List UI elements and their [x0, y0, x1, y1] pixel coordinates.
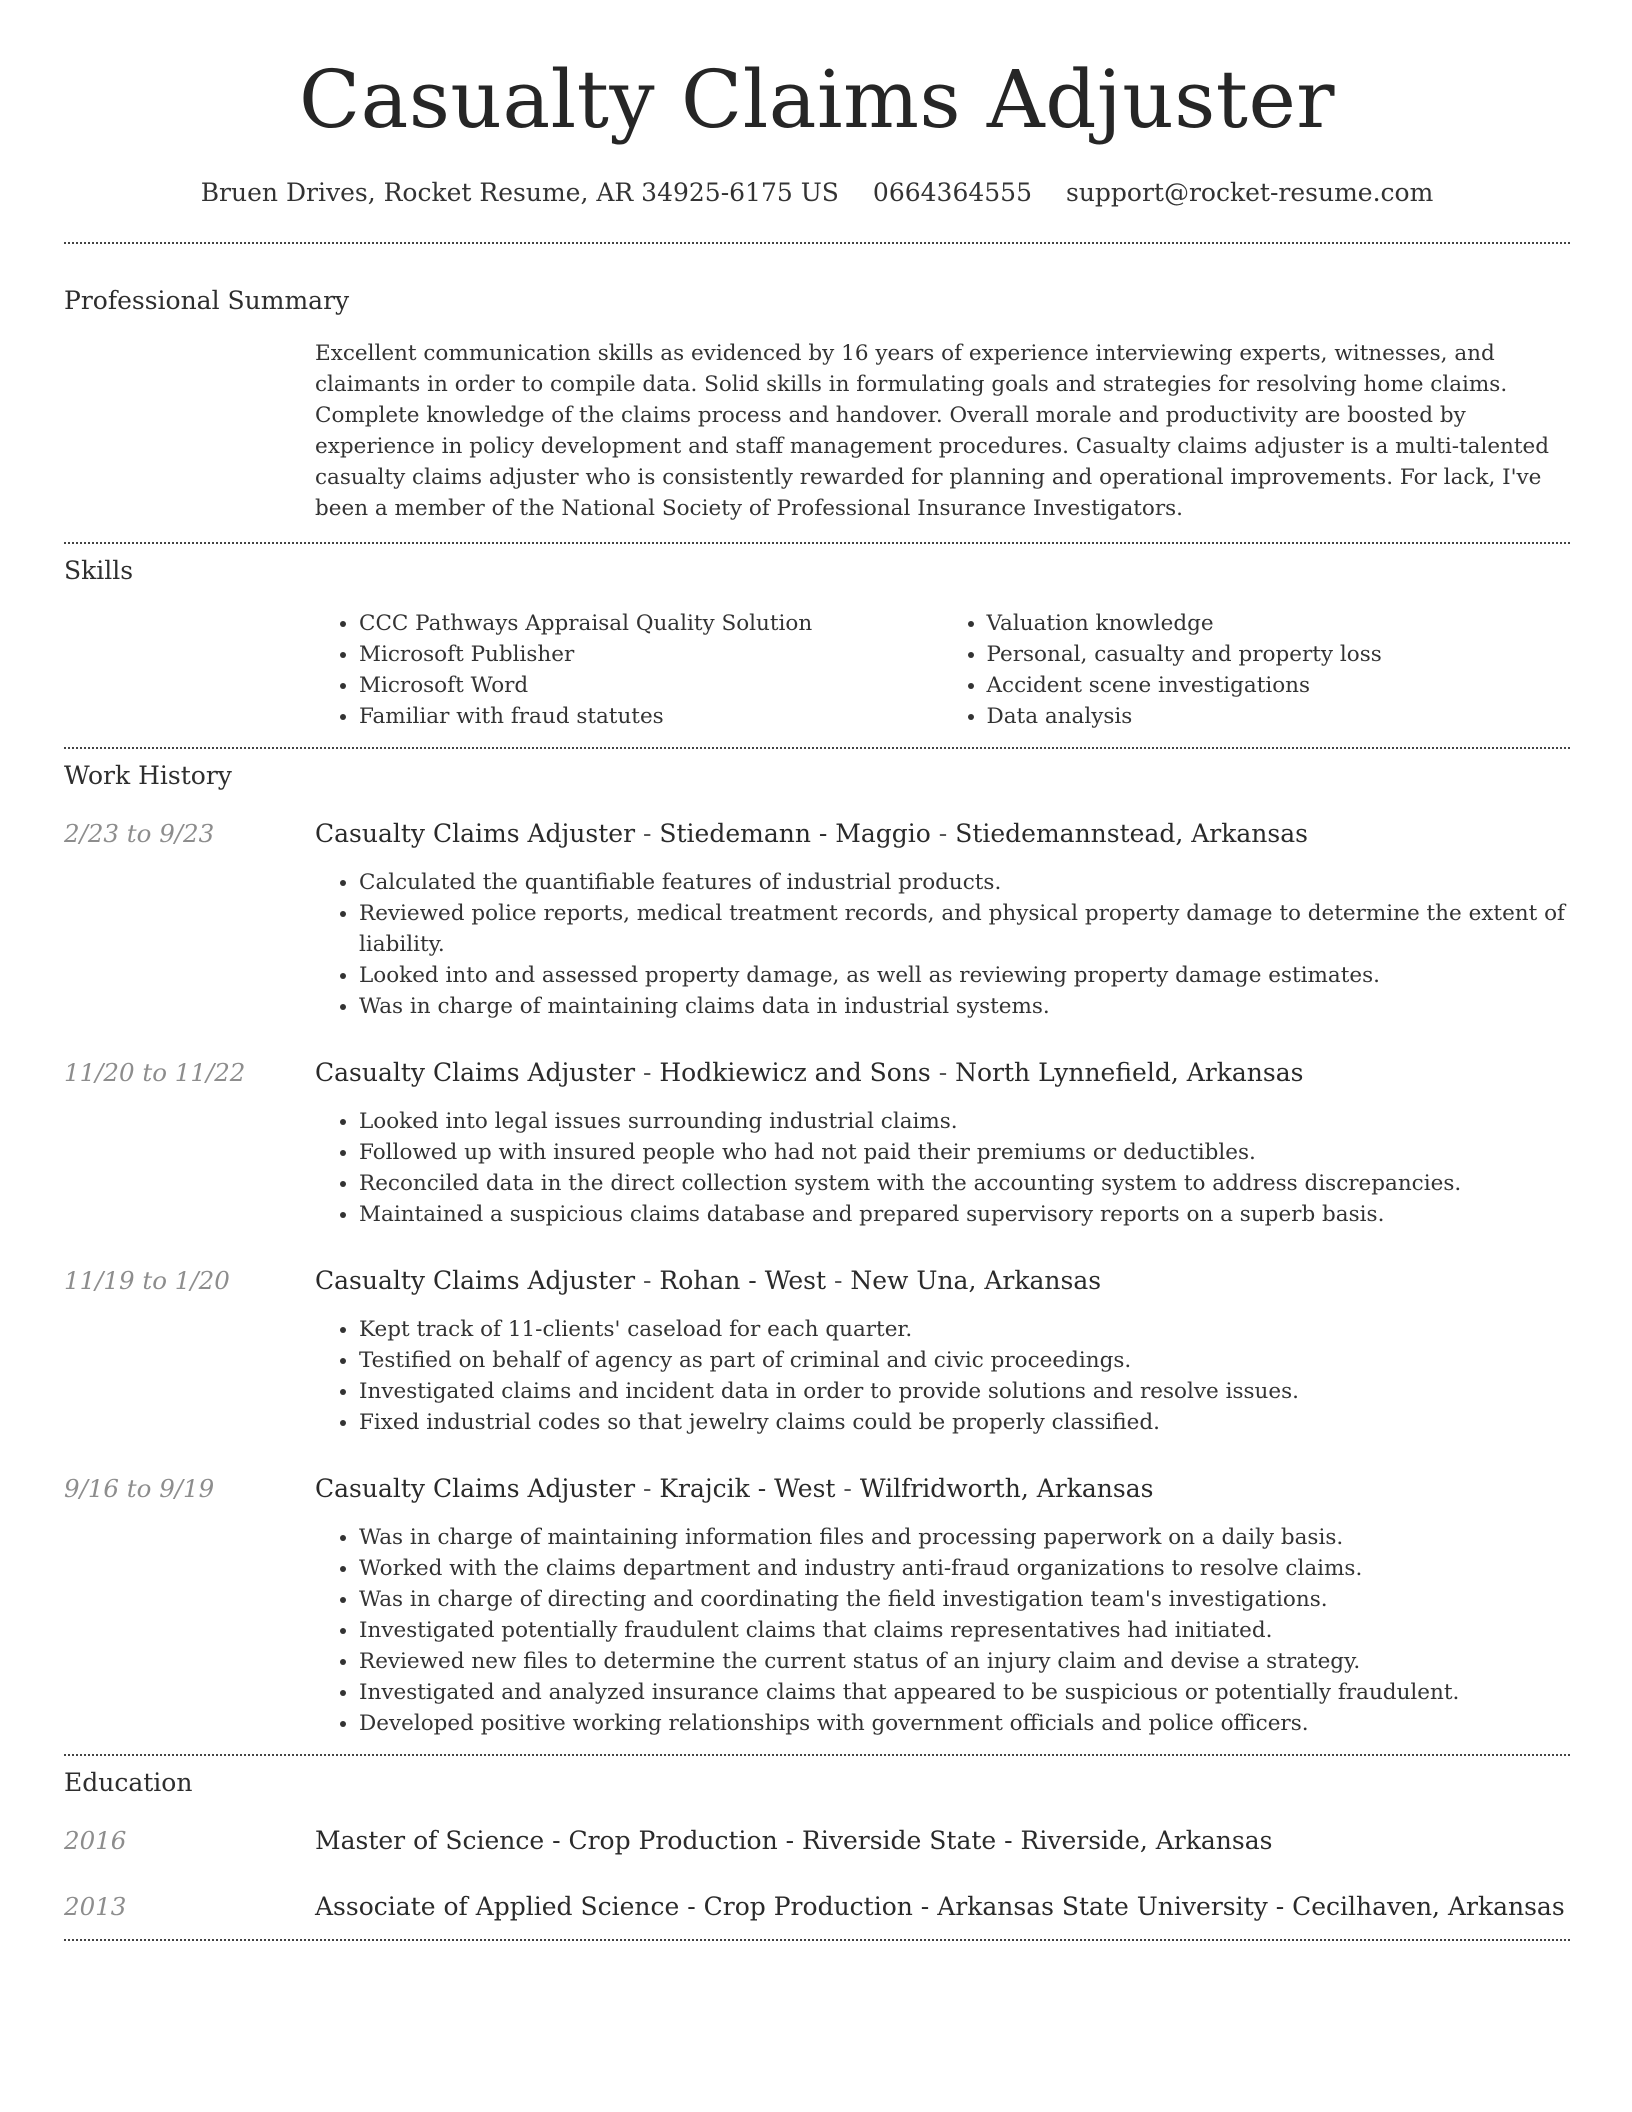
skills-list: [315, 608, 1570, 732]
section-divider: [64, 747, 1570, 749]
job-header: [64, 1058, 1570, 1088]
job-dates: 11/19 to 1/20: [64, 1266, 230, 1295]
summary-text: Excellent communication skills as evidenced by 16 years of experience interviewing experts, witnesses, and claimants in order to compile data. Solid skills in formulating goals and strategies for resolving home claims. Complete knowledge of the claims process and handover. Overall morale and productivity are boosted by experience in policy development and staff management procedures. Casualty claims adjuster is a multi-talented casualty claims adjuster who is consistently rewarded for planning and operational improvements. For lack, I've been a member of the National Society of Professional Insurance Investigators.: [315, 341, 1550, 521]
job-dates: 11/20 to 11/22: [64, 1058, 246, 1087]
job-title: Casualty Claims Adjuster - Stiedemann - Maggio - Stiedemannstead, Arkansas: [315, 819, 1308, 848]
skills-column-left: [315, 608, 943, 732]
contact-email: support@rocket-resume.com: [1065, 178, 1434, 207]
job-location: Wilfridworth, Arkansas: [859, 1474, 1154, 1503]
summary-heading: Professional Summary: [64, 286, 350, 315]
skills-heading: Skills: [64, 556, 134, 585]
skill-item: • CCC Pathways Appraisal Quality Solution: [359, 608, 943, 639]
job-company: Rohan - West: [659, 1266, 827, 1295]
job-dates: 9/16 to 9/19: [64, 1474, 215, 1503]
job-bullet: • Was in charge of directing and coordinating the field investigation team's investigations.: [359, 1584, 1570, 1615]
job-company: Krajcik - West: [659, 1474, 836, 1503]
contact-line: [64, 178, 1570, 208]
job-bullet: • Worked with the claims department and industry anti-fraud organizations to resolve claims.: [359, 1553, 1570, 1584]
resume-title: Casualty Claims Adjuster: [298, 53, 1336, 146]
job-bullet: • Reviewed police reports, medical treatment records, and physical property damage to determine the extent of liability.: [359, 898, 1570, 960]
education-year: 2016: [64, 1826, 127, 1855]
job-title: Casualty Claims Adjuster - Hodkiewicz and Sons - North Lynnefield, Arkansas: [315, 1058, 1304, 1087]
job-bullet: • Reviewed new files to determine the current status of an injury claim and devise a strategy.: [359, 1646, 1570, 1677]
job-bullet: • Looked into legal issues surrounding industrial claims.: [359, 1106, 1570, 1137]
section-divider: [64, 542, 1570, 544]
job-bullet: • Was in charge of maintaining claims data in industrial systems.: [359, 991, 1570, 1022]
skill-item: • Accident scene investigations: [987, 670, 1571, 701]
job-bullet: • Maintained a suspicious claims database and prepared supervisory reports on a superb basis.: [359, 1199, 1570, 1230]
job-dates: 2/23 to 9/23: [64, 819, 215, 848]
job-bullets: [64, 1106, 1570, 1230]
job-location: Stiedemannstead, Arkansas: [955, 819, 1308, 848]
section-divider: [64, 1754, 1570, 1756]
job-bullet: • Testified on behalf of agency as part of criminal and civic proceedings.: [359, 1345, 1570, 1376]
job-role: Casualty Claims Adjuster: [315, 1266, 636, 1295]
skills-column-right: [943, 608, 1571, 732]
skill-item: • Valuation knowledge: [987, 608, 1571, 639]
job-bullet: • Looked into and assessed property damage, as well as reviewing property damage estimates.: [359, 960, 1570, 991]
education-heading: Education: [64, 1768, 193, 1797]
job-header: [64, 1266, 1570, 1296]
job-role: Casualty Claims Adjuster: [315, 1058, 636, 1087]
section-divider: [64, 1939, 1570, 1941]
job-bullets: [64, 1522, 1570, 1739]
job-company: Hodkiewicz and Sons: [659, 1058, 931, 1087]
resume-page: [64, 0, 1570, 1941]
job-header: [64, 1474, 1570, 1504]
skill-item: • Microsoft Word: [359, 670, 943, 701]
skill-item: • Personal, casualty and property loss: [987, 639, 1571, 670]
education-entry: [64, 1826, 1570, 1856]
job-location: North Lynnefield, Arkansas: [955, 1058, 1304, 1087]
section-divider: [64, 242, 1570, 244]
job-title: Casualty Claims Adjuster - Krajcik - West - Wilfridworth, Arkansas: [315, 1474, 1154, 1503]
job-header: [64, 819, 1570, 849]
resume-header: [64, 0, 1570, 208]
job-bullet: • Investigated potentially fraudulent claims that claims representatives had initiated.: [359, 1615, 1570, 1646]
job-bullet: • Kept track of 11-clients' caseload for each quarter.: [359, 1314, 1570, 1345]
education-entry: [64, 1892, 1570, 1922]
job-bullet: • Developed positive working relationships with government officials and police officers.: [359, 1708, 1570, 1739]
education-detail: Master of Science - Crop Production - Riverside State - Riverside, Arkansas: [315, 1826, 1273, 1855]
job-bullet: • Investigated claims and incident data in order to provide solutions and resolve issues.: [359, 1376, 1570, 1407]
education-detail: Associate of Applied Science - Crop Production - Arkansas State University - Cecilhaven, Arkansas: [315, 1892, 1565, 1921]
contact-address: Bruen Drives, Rocket Resume, AR 34925-6175 US: [200, 178, 839, 207]
job-bullet: • Followed up with insured people who had not paid their premiums or deductibles.: [359, 1137, 1570, 1168]
job-bullet: • Reconciled data in the direct collection system with the accounting system to address discrepancies.: [359, 1168, 1570, 1199]
skill-item: • Microsoft Publisher: [359, 639, 943, 670]
job-bullet: • Calculated the quantifiable features of industrial products.: [359, 867, 1570, 898]
job-bullet: • Investigated and analyzed insurance claims that appeared to be suspicious or potentially fraudulent.: [359, 1677, 1570, 1708]
skill-item: • Familiar with fraud statutes: [359, 701, 943, 732]
job-bullets: [64, 867, 1570, 1022]
job-role: Casualty Claims Adjuster: [315, 819, 636, 848]
job-bullet: • Was in charge of maintaining information files and processing paperwork on a daily basis.: [359, 1522, 1570, 1553]
contact-phone: 0664364555: [872, 178, 1032, 207]
job-bullet: • Fixed industrial codes so that jewelry claims could be properly classified.: [359, 1407, 1570, 1438]
education-year: 2013: [64, 1892, 127, 1921]
work-history-heading: Work History: [64, 761, 232, 790]
job-title: Casualty Claims Adjuster - Rohan - West - New Una, Arkansas: [315, 1266, 1102, 1295]
job-role: Casualty Claims Adjuster: [315, 1474, 636, 1503]
job-company: Stiedemann - Maggio: [659, 819, 931, 848]
job-bullets: [64, 1314, 1570, 1438]
skill-item: • Data analysis: [987, 701, 1571, 732]
job-location: New Una, Arkansas: [850, 1266, 1102, 1295]
